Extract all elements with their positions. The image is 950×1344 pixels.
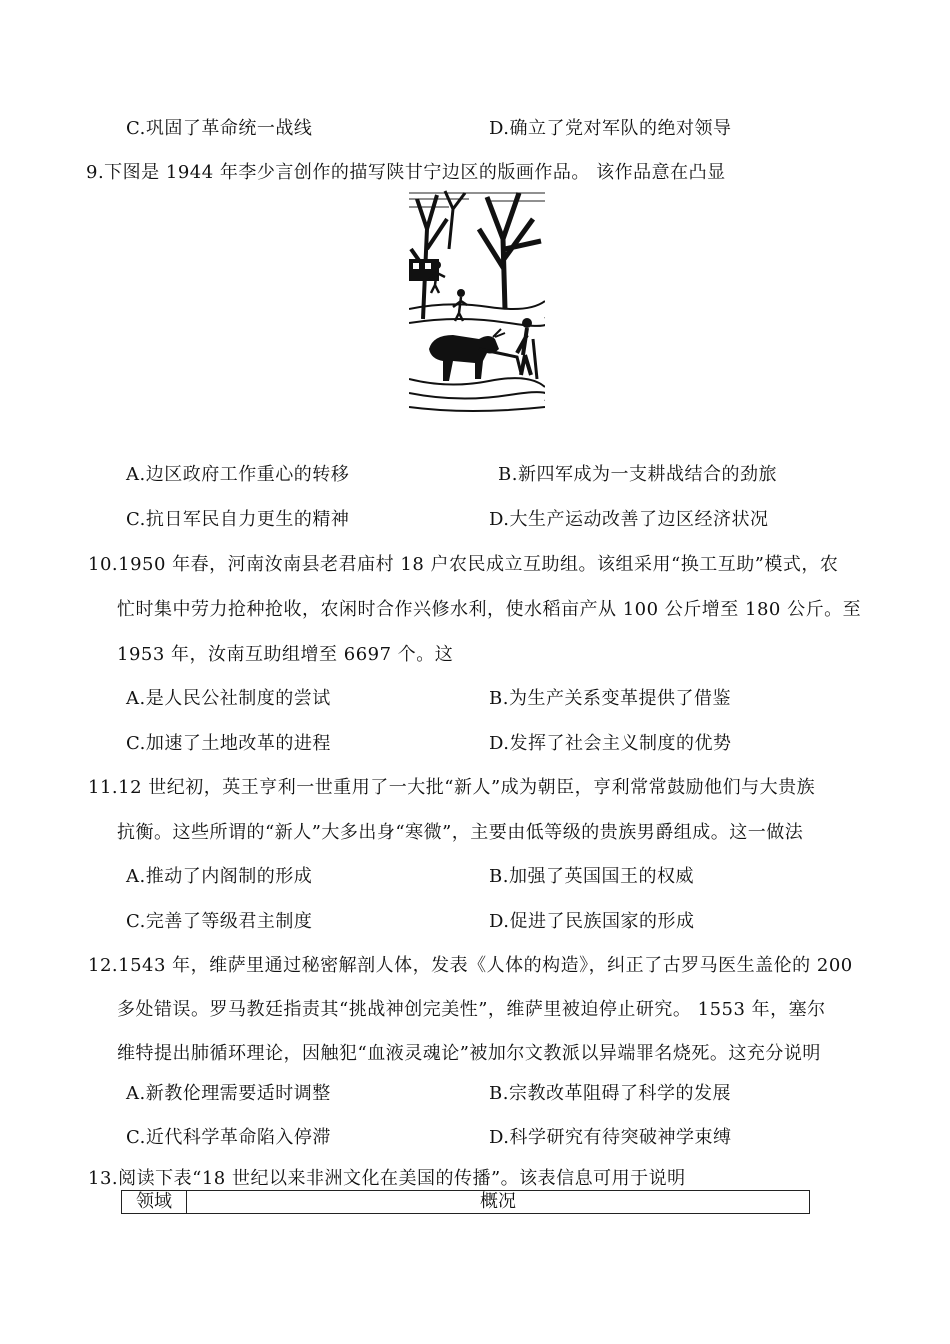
table-header-overview: 概况 bbox=[480, 1191, 516, 1212]
q9-stem: 9.下图是 1944 年李少言创作的描写陕甘宁边区的版画作品。 该作品意在凸显 bbox=[86, 162, 726, 183]
q11-option-d: D.促进了民族国家的形成 bbox=[489, 911, 695, 932]
q10-option-b: B.为生产关系变革提供了借鉴 bbox=[489, 688, 731, 709]
table-header-domain: 领域 bbox=[122, 1191, 187, 1213]
q12-line-3: 维特提出肺循环理论，因触犯“血液灵魂论”被加尔文教派以异端罪名烧死。这充分说明 bbox=[117, 1043, 821, 1064]
q12-option-d: D.科学研究有待突破神学束缚 bbox=[489, 1127, 732, 1148]
q13-table-header bbox=[121, 1190, 810, 1214]
q8-option-c: C.巩固了革命统一战线 bbox=[126, 118, 313, 139]
q10-line-2: 忙时集中劳力抢种抢收，农闲时合作兴修水利，使水稻亩产从 100 公斤增至 180 公斤。至 bbox=[117, 599, 862, 620]
q11-line-1: 11.12 世纪初，英王亨利一世重用了一大批“新人”成为朝臣，亨利常常鼓励他们与大贵族 bbox=[88, 777, 816, 798]
q11-option-b: B.加强了英国国王的权威 bbox=[489, 866, 694, 887]
q12-option-a: A.新教伦理需要适时调整 bbox=[126, 1083, 331, 1104]
q9-option-a: A.边区政府工作重心的转移 bbox=[126, 464, 350, 485]
q10-option-d: D.发挥了社会主义制度的优势 bbox=[489, 733, 732, 754]
q9-option-d: D.大生产运动改善了边区经济状况 bbox=[489, 509, 769, 530]
q10-line-1: 10.1950 年春，河南汝南县老君庙村 18 户农民成立互助组。该组采用“换工互助”模式，农 bbox=[88, 554, 839, 575]
q10-option-c: C.加速了土地改革的进程 bbox=[126, 733, 331, 754]
q12-line-1: 12.1543 年，维萨里通过秘密解剖人体，发表《人体的构造》，纠正了古罗马医生盖伦的 200 bbox=[88, 955, 853, 976]
q12-option-b: B.宗教改革阻碍了科学的发展 bbox=[489, 1083, 731, 1104]
q10-line-3: 1953 年，汝南互助组增至 6697 个。这 bbox=[117, 644, 454, 665]
q13-stem: 13.阅读下表“18 世纪以来非洲文化在美国的传播”。该表信息可用于说明 bbox=[88, 1168, 686, 1189]
q9-option-c: C.抗日军民自力更生的精神 bbox=[126, 509, 350, 530]
q11-option-c: C.完善了等级君主制度 bbox=[126, 911, 313, 932]
woodcut-print-icon bbox=[409, 189, 545, 415]
q9-option-b: B.新四军成为一支耕战结合的劲旅 bbox=[498, 464, 777, 485]
q11-option-a: A.推动了内阁制的形成 bbox=[126, 866, 313, 887]
q11-line-2: 抗衡。这些所谓的“新人”大多出身“寒微”，主要由低等级的贵族男爵组成。这一做法 bbox=[117, 822, 804, 843]
q12-option-c: C.近代科学革命陷入停滞 bbox=[126, 1127, 331, 1148]
q8-option-d: D.确立了党对军队的绝对领导 bbox=[489, 118, 732, 139]
q12-line-2: 多处错误。罗马教廷指责其“挑战神创完美性”，维萨里被迫停止研究。 1553 年，塞尔 bbox=[117, 999, 826, 1020]
woodcut-image bbox=[409, 189, 545, 415]
q10-option-a: A.是人民公社制度的尝试 bbox=[126, 688, 331, 709]
